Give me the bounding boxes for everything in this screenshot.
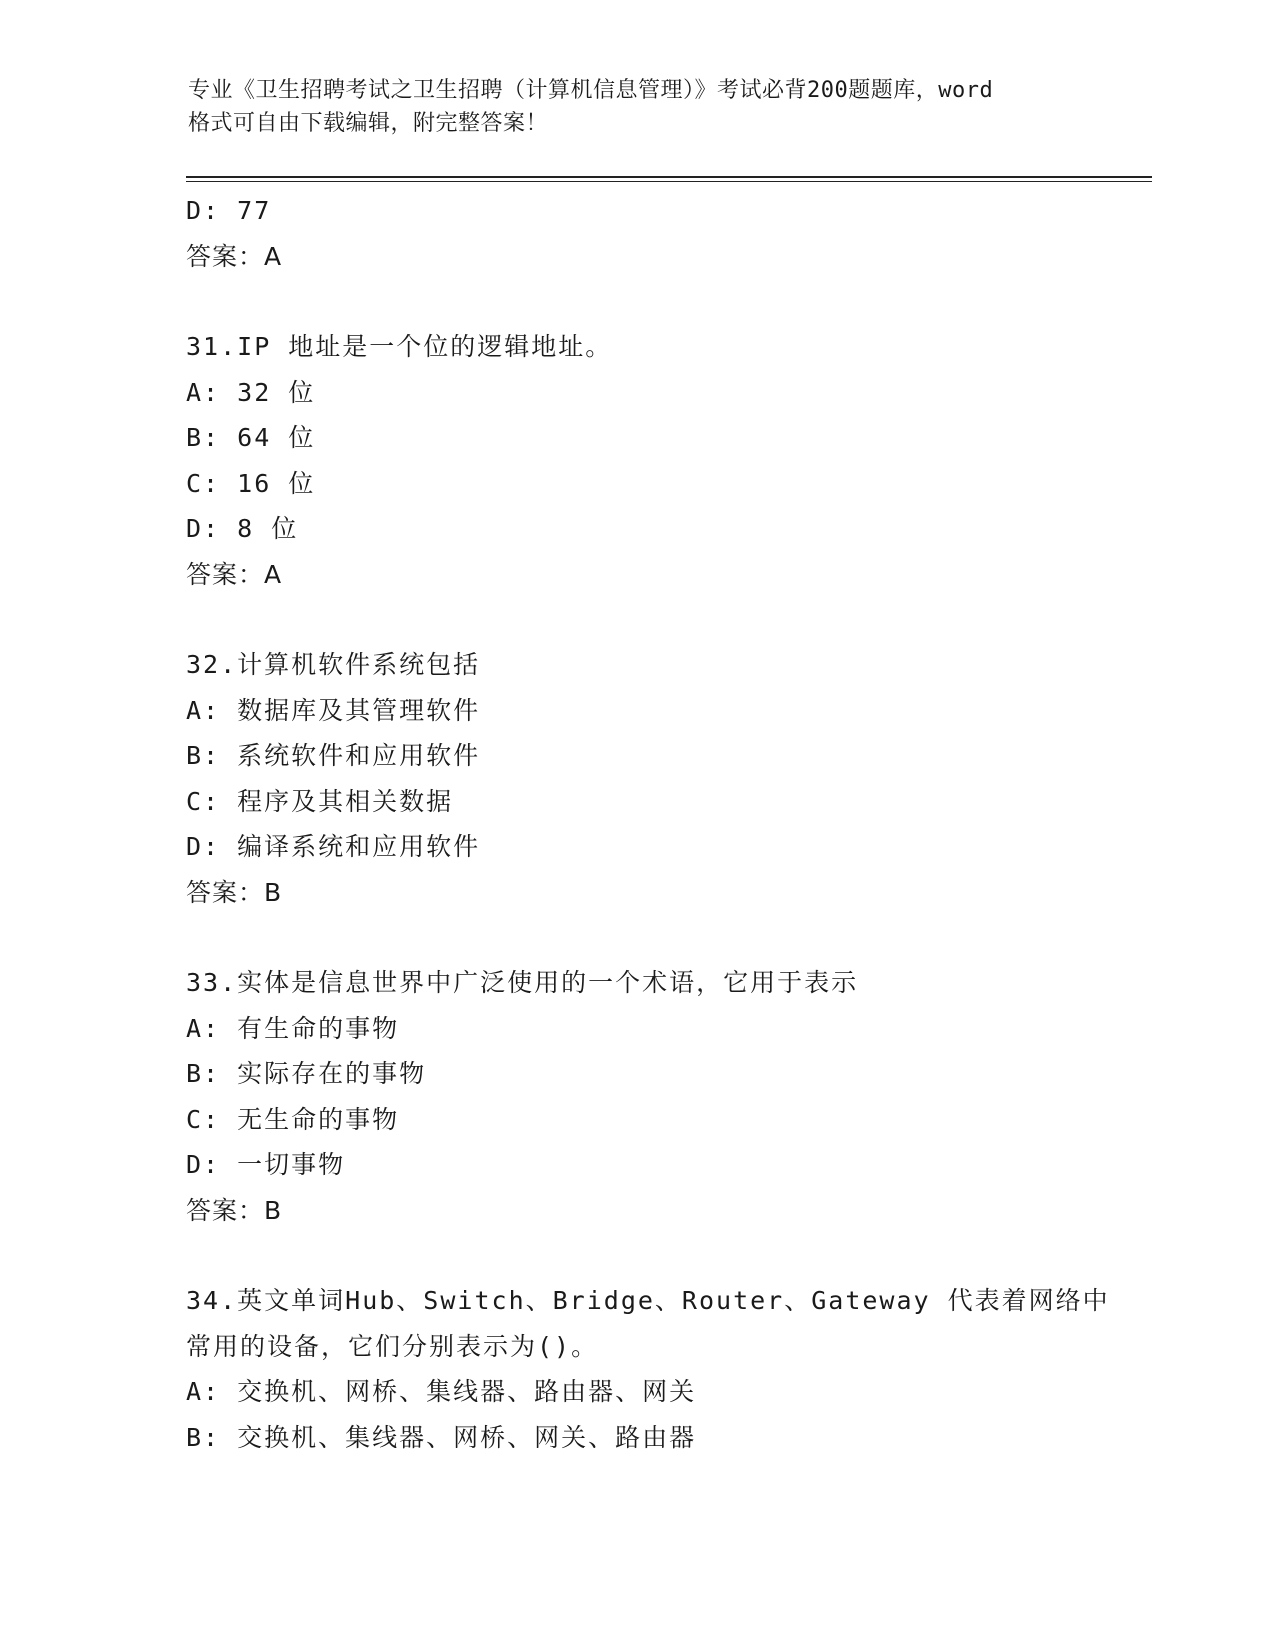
- question-continuation: [186, 188, 1126, 279]
- option-b: B: 交换机、集线器、网桥、网关、路由器: [186, 1422, 697, 1452]
- answer: 答案：A: [186, 241, 283, 271]
- question-33: [186, 960, 1126, 1233]
- question-stem-line-2: 常用的设备，它们分别表示为()。: [186, 1331, 599, 1361]
- question-stem: 33.实体是信息世界中广泛使用的一个术语，它用于表示: [186, 968, 859, 997]
- header-divider: [186, 176, 1152, 182]
- option-d: D: 一切事物: [186, 1150, 346, 1179]
- header-line-1: 专业《卫生招聘考试之卫生招聘（计算机信息管理）》考试必背200题题库，word: [188, 78, 994, 103]
- option-c: C: 无生命的事物: [186, 1104, 400, 1134]
- option-c: C: 16 位: [186, 468, 316, 498]
- document-header: [188, 74, 1108, 140]
- option-a: A: 有生命的事物: [186, 1013, 400, 1043]
- option-a: A: 数据库及其管理软件: [186, 695, 481, 725]
- question-stem: 31.IP 地址是一个位的逻辑地址。: [186, 332, 613, 361]
- option-d: D: 编译系统和应用软件: [186, 832, 481, 861]
- question-stem: 32.计算机软件系统包括: [186, 650, 481, 679]
- answer: 答案：A: [186, 559, 283, 589]
- option-d: D: 77: [186, 196, 272, 225]
- option-b: B: 64 位: [186, 423, 316, 452]
- header-line-2: 格式可自由下载编辑，附完整答案！: [188, 111, 549, 136]
- option-b: B: 实际存在的事物: [186, 1059, 427, 1088]
- option-d: D: 8 位: [186, 514, 299, 543]
- question-31: [186, 324, 1126, 597]
- question-32: [186, 642, 1126, 915]
- answer: 答案：B: [186, 877, 283, 907]
- option-a: A: 32 位: [186, 377, 316, 407]
- option-a: A: 交换机、网桥、集线器、路由器、网关: [186, 1377, 697, 1406]
- option-b: B: 系统软件和应用软件: [186, 741, 481, 770]
- answer: 答案：B: [186, 1195, 283, 1225]
- question-stem-line-1: 34.英文单词Hub、Switch、Bridge、Router、Gateway 代表着网络中: [186, 1286, 1110, 1315]
- question-list: [186, 188, 1126, 1460]
- question-34: [186, 1278, 1126, 1460]
- option-c: C: 程序及其相关数据: [186, 786, 454, 816]
